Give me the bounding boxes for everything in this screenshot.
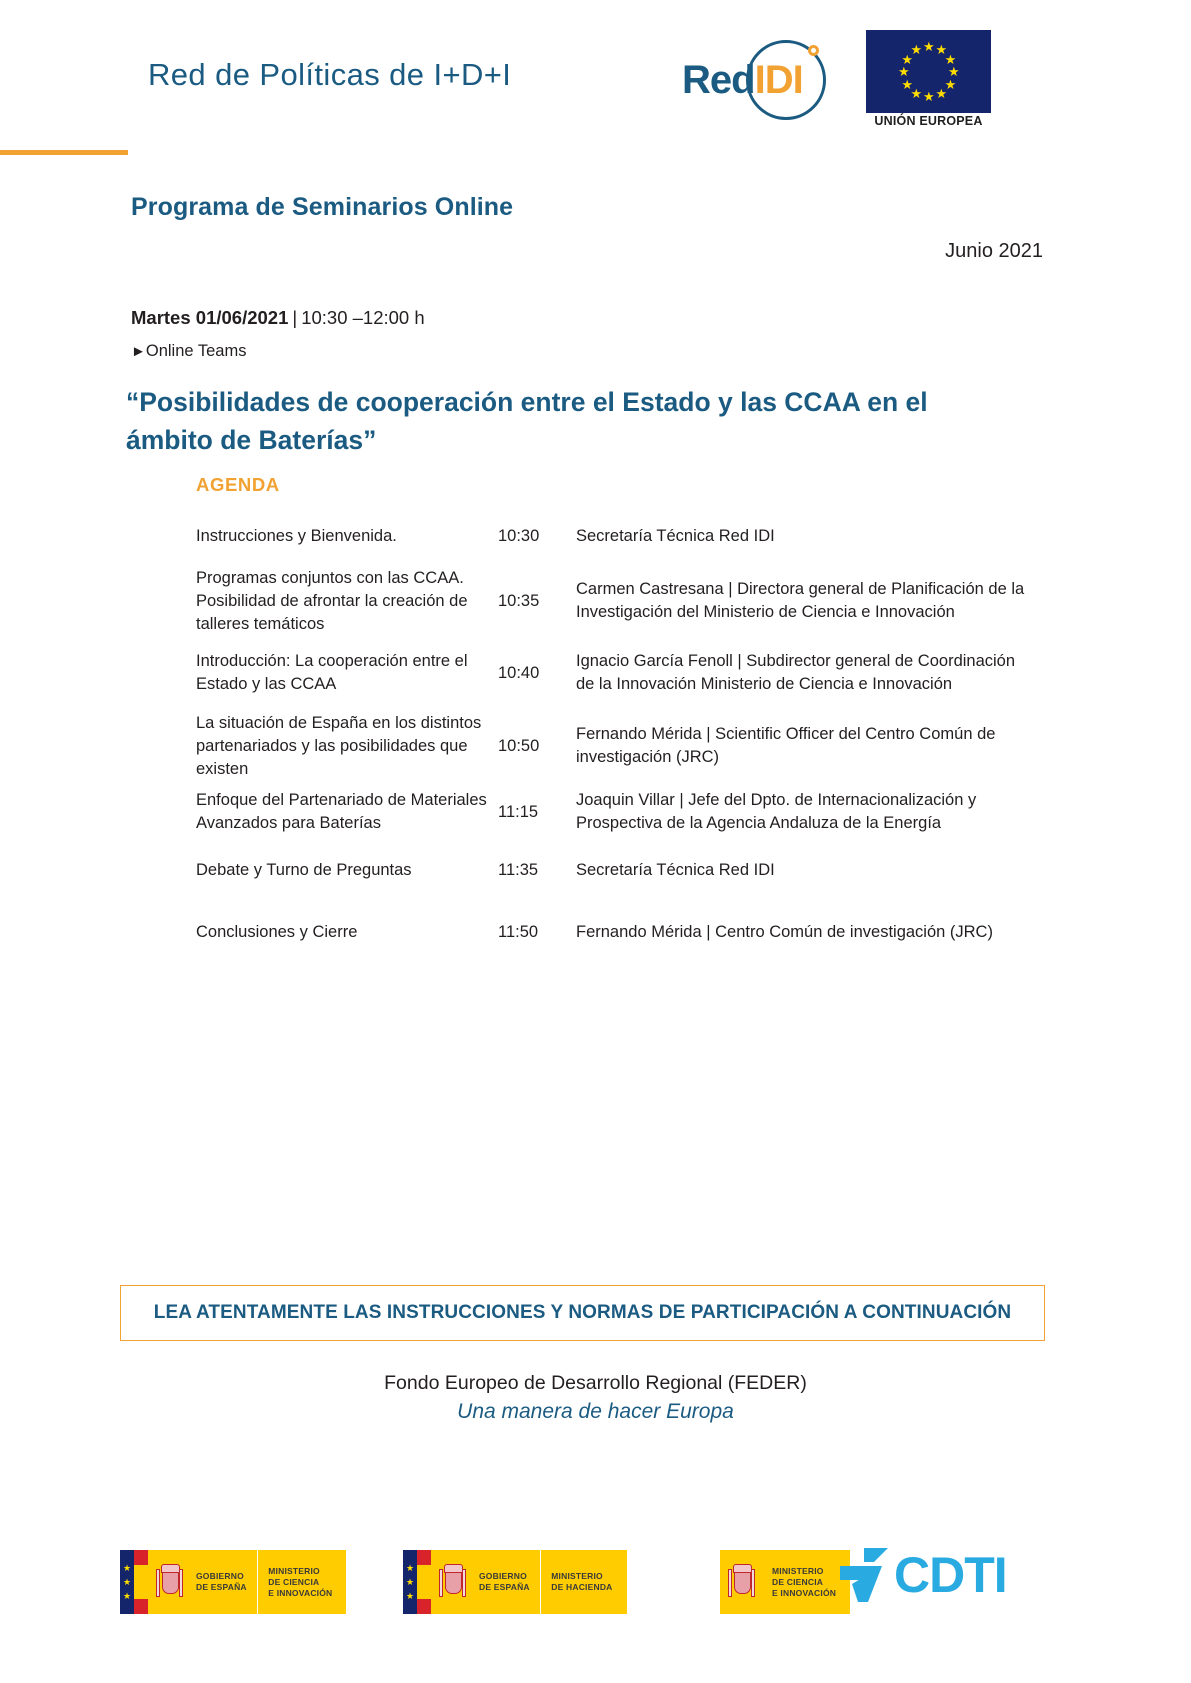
redidi-logo (672, 32, 852, 128)
accent-rule-divider (0, 150, 128, 155)
eu-spain-flag-strip-icon: ★ ★ ★ (403, 1550, 431, 1614)
ministerio-label-text: MINISTERIO DE HACIENDA (551, 1571, 613, 1592)
ministerio-label (541, 1550, 626, 1614)
session-place-value: Online Teams (145, 342, 247, 360)
government-logo (403, 1550, 627, 1614)
gobierno-de-espana-label (473, 1550, 540, 1614)
seminar-title: “Posibilidades de cooperación entre el Estado y las CCAA en el ámbito de Baterías” (126, 387, 928, 455)
session-date-line (131, 307, 425, 329)
session-date-separator: | (292, 307, 298, 328)
ministerio-label (258, 1550, 346, 1614)
agenda-row (196, 778, 1036, 846)
gobierno-label-text: GOBIERNO DE ESPAÑA (479, 1571, 530, 1592)
cdti-wordmark: CDTI (894, 1547, 1007, 1603)
agenda-speaker: Carmen Castresana | Directora general de Planificación de la Investigación del Ministerio de Ciencia e Innovación (576, 580, 1025, 621)
eu-star-icon: ★ (910, 85, 923, 101)
agenda-topic: Programas conjuntos con las CCAA. Posibilidad de afrontar la creación de talleres temáticos (196, 568, 468, 633)
notice-text: LEA ATENTAMENTE LAS INSTRUCCIONES Y NORMAS DE PARTICIPACIÓN A CONTINUACIÓN (153, 1302, 1012, 1323)
agenda-table (196, 510, 1036, 960)
agenda-topic: Instrucciones y Bienvenida. (196, 526, 397, 545)
redidi-word-red: Red (682, 58, 755, 102)
agenda-speaker: Secretaría Técnica Red IDI (576, 860, 775, 879)
eu-star-icon: ★ (901, 51, 913, 67)
agenda-speaker: Joaquin Villar | Jefe del Dpto. de Internacionalización y Prospectiva de la Agencia Andaluza de la Energía (576, 791, 977, 832)
spain-coat-of-arms-icon (720, 1550, 762, 1614)
redidi-word-idi: IDI (754, 58, 803, 102)
agenda-time: 11:50 (498, 922, 539, 941)
government-logo (720, 1550, 850, 1614)
eu-star-icon: ★ (898, 64, 910, 79)
redidi-wordmark (682, 58, 803, 102)
ministerio-label-text: MINISTERIO DE CIENCIA E INNOVACIÓN (772, 1565, 837, 1598)
session-time-value: 10:30 –12:00 h (301, 307, 425, 328)
page-header (0, 0, 1191, 170)
eu-star-icon: ★ (935, 42, 948, 58)
agenda-time: 11:35 (498, 860, 539, 879)
feder-slogan-line: Una manera de hacer Europa (457, 1400, 734, 1423)
eu-star-icon: ★ (944, 51, 957, 67)
eu-star-icon: ★ (901, 76, 913, 92)
eu-star-icon: ★ (923, 89, 935, 104)
session-date-value: Martes 01/06/2021 (131, 307, 289, 328)
eu-star-icon: ★ (944, 76, 957, 92)
eu-flag-icon (866, 30, 991, 113)
footer-logos (0, 1546, 1191, 1626)
agenda-speaker: Fernando Mérida | Centro Común de investigación (JRC) (576, 922, 993, 941)
gobierno-label-text: GOBIERNO DE ESPAÑA (196, 1571, 247, 1592)
agenda-time: 10:50 (498, 736, 540, 755)
feder-fund-line: Fondo Europeo de Desarrollo Regional (FEDER) (384, 1372, 807, 1394)
agenda-speaker: Fernando Mérida | Scientific Officer del Centro Común de investigación (JRC) (576, 725, 996, 766)
agenda-speaker: Ignacio García Fenoll | Subdirector general de Coordinación de la Innovación Ministerio de Ciencia e Innovación (576, 652, 1016, 693)
eu-spain-flag-strip-icon: ★ ★ ★ (120, 1550, 148, 1614)
agenda-time: 10:40 (498, 663, 540, 682)
spain-coat-of-arms-icon (148, 1550, 190, 1614)
agenda-row (196, 644, 1036, 702)
session-place-line (131, 342, 246, 361)
agenda-row (196, 712, 1036, 780)
agenda-time: 10:35 (498, 591, 540, 610)
redidi-dot-icon (808, 45, 819, 56)
cdti-mark-icon (838, 1546, 896, 1604)
agenda-row (196, 567, 1036, 635)
page-title: Red de Políticas de I+D+I (148, 57, 512, 92)
agenda-topic: Conclusiones y Cierre (196, 922, 358, 941)
triangle-bullet-icon: ► (131, 343, 146, 360)
agenda-speaker: Secretaría Técnica Red IDI (576, 526, 775, 545)
ministerio-label (762, 1550, 850, 1614)
spain-coat-of-arms-icon (431, 1550, 473, 1614)
agenda-time: 10:30 (498, 526, 540, 545)
european-union-emblem (866, 30, 991, 130)
agenda-topic: Debate y Turno de Preguntas (196, 860, 412, 879)
government-logo (120, 1550, 346, 1614)
agenda-row (196, 855, 1036, 885)
agenda-time: 11:15 (498, 802, 539, 821)
notice-box (120, 1285, 1045, 1341)
eu-star-icon: ★ (923, 39, 935, 54)
agenda-topic: Enfoque del Partenariado de Materiales Avanzados para Baterías (196, 791, 487, 832)
eu-star-icon: ★ (910, 42, 923, 58)
programa-heading: Programa de Seminarios Online (131, 193, 514, 221)
cdti-logo (838, 1540, 1007, 1612)
agenda-heading: AGENDA (196, 474, 280, 495)
month-year-label: Junio 2021 (945, 240, 1043, 262)
agenda-topic: La situación de España en los distintos partenariados y las posibilidades que existen (196, 713, 482, 778)
eu-caption: UNIÓN EUROPEA (874, 114, 983, 128)
agenda-row (196, 521, 1036, 551)
eu-star-icon: ★ (948, 64, 960, 79)
agenda-row (196, 906, 1036, 958)
eu-star-icon: ★ (935, 85, 948, 101)
gobierno-de-espana-label (190, 1550, 257, 1614)
ministerio-label-text: MINISTERIO DE CIENCIA E INNOVACIÓN (268, 1565, 333, 1598)
agenda-topic: Introducción: La cooperación entre el Estado y las CCAA (196, 652, 468, 693)
